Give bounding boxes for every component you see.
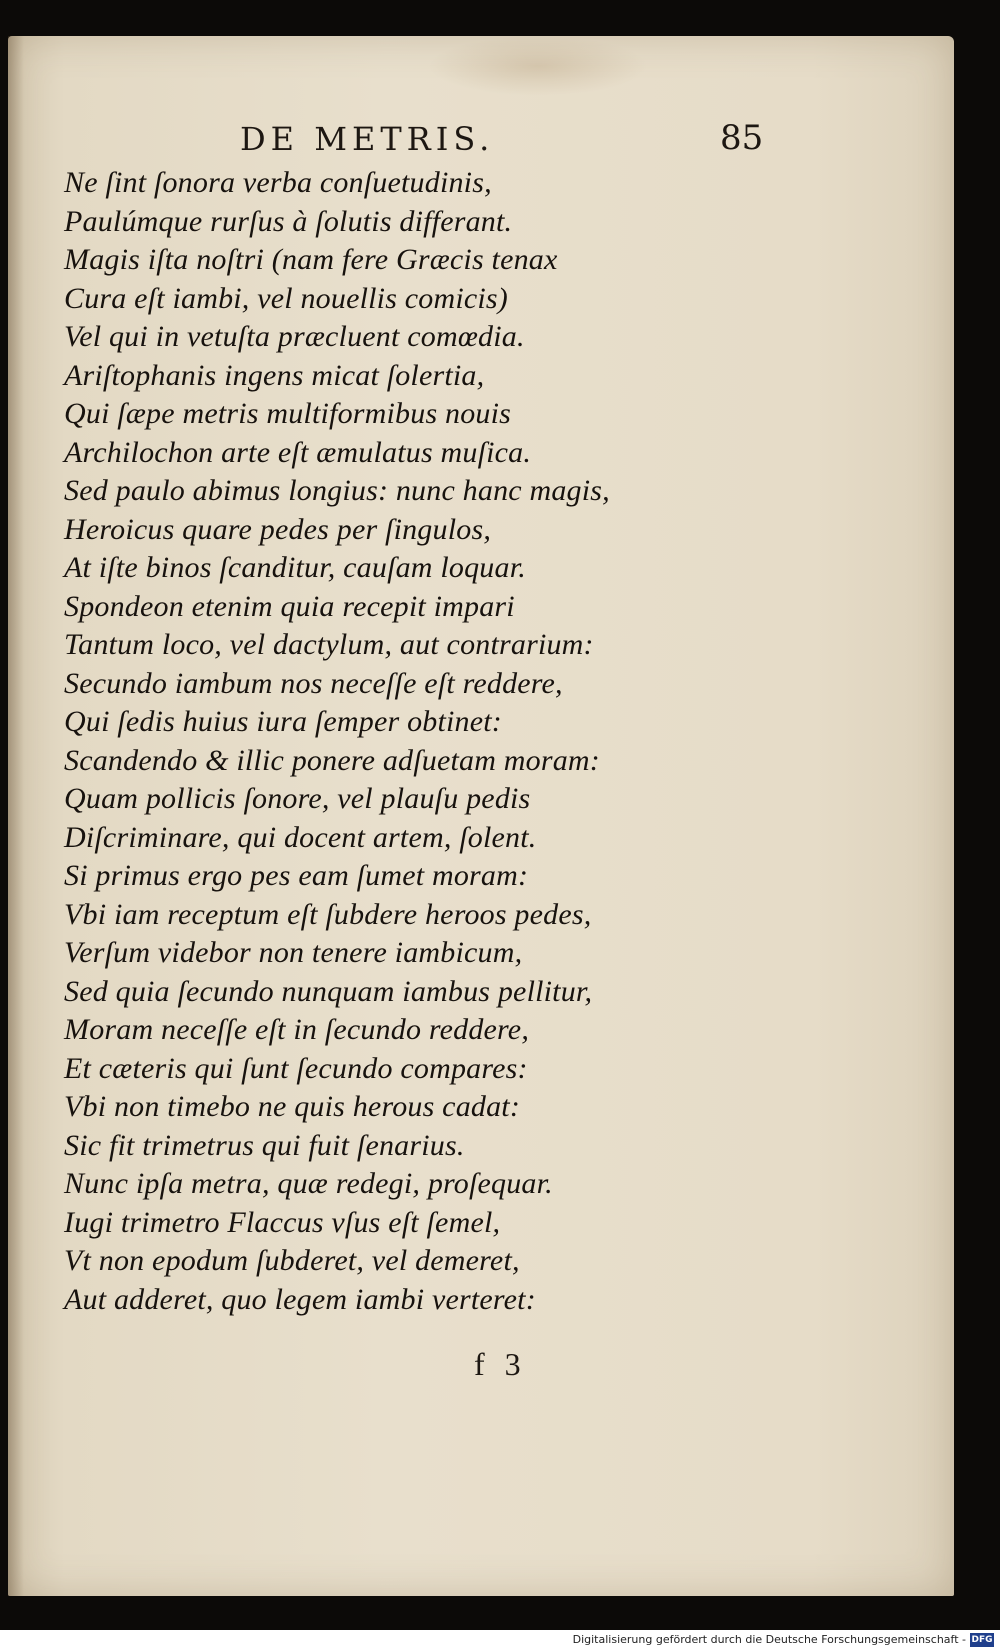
running-head-title: DE METRIS. xyxy=(240,120,495,158)
verse-line: Aut adderet, quo legem iambi verteret: xyxy=(64,1282,536,1316)
verse-line: Sed quia ſecundo nunquam iambus pellitur, xyxy=(64,974,593,1008)
verse-line: Vbi iam receptum eſt ſubdere heroos pedes, xyxy=(64,897,592,931)
verse-line: Sic fit trimetrus qui fuit ſenarius. xyxy=(64,1128,465,1162)
verse-line: Cura eſt iambi, vel nouellis comicis) xyxy=(64,281,508,315)
verse-line: Secundo iambum nos neceſſe eſt reddere, xyxy=(64,666,563,700)
page-stain xyxy=(428,36,648,96)
verse-line: Et cæteris qui ſunt ſecundo compares: xyxy=(64,1051,528,1085)
digitization-footer xyxy=(0,1630,1000,1651)
verse-line: Vt non epodum ſubderet, vel demeret, xyxy=(64,1244,520,1277)
verse-line: Nunc ipſa metra, quæ redegi, proſequar. xyxy=(64,1167,553,1200)
verse-line: Iugi trimetro Flaccus vſus eſt ſemel, xyxy=(64,1205,501,1239)
verse-block xyxy=(64,164,610,1319)
verse-line: At iſte binos ſcanditur, cauſam loquar. xyxy=(64,551,526,584)
page-gutter-shadow xyxy=(8,36,24,1596)
verse-line: Moram neceſſe eſt in ſecundo reddere, xyxy=(64,1013,530,1046)
verse-line: Si primus ergo pes eam ſumet moram: xyxy=(64,859,529,892)
verse-line: Paulúmque rurſus à ſolutis differant. xyxy=(64,204,513,238)
book-page xyxy=(8,36,954,1596)
verse-line: Vbi non timebo ne quis herous cadat: xyxy=(64,1090,521,1123)
dfg-logo-icon: DFG xyxy=(971,1635,993,1645)
verse-line: Vel qui in vetuſta præcluent comœdia. xyxy=(64,320,525,353)
verse-line: Ariſtophanis ingens micat ſolertia, xyxy=(64,358,485,392)
verse-line: Qui ſæpe metris multiformibus nouis xyxy=(64,397,512,430)
verse-line: Sed paulo abimus longius: nunc hanc magis, xyxy=(64,474,610,507)
running-head xyxy=(8,120,954,170)
verse-line: Magis iſta noſtri (nam fere Græcis tenax xyxy=(64,243,558,276)
page-number: 85 xyxy=(720,118,764,158)
verse-line: Scandendo & illic ponere adſuetam moram: xyxy=(64,743,600,777)
verse-line: Verſum videbor non tenere iambicum, xyxy=(64,936,523,969)
verse-line: Diſcriminare, qui docent artem, ſolent. xyxy=(64,820,537,854)
verse-line: Tantum loco, vel dactylum, aut contrarium: xyxy=(64,628,594,661)
verse-line: Qui ſedis huius iura ſemper obtinet: xyxy=(64,705,502,738)
verse-line: Archilochon arte eſt æmulatus muſica. xyxy=(64,435,532,469)
verse-line: Spondeon etenim quia recepit impari xyxy=(64,589,515,623)
verse-line: Quam pollicis ſonore, vel plauſu pedis xyxy=(64,782,531,815)
verse-line: Ne ſint ſonora verba conſuetudinis, xyxy=(64,166,492,199)
signature-mark: f 3 xyxy=(474,1346,527,1382)
funding-credit: Digitalisierung gefördert durch die Deutsche Forschungsgemeinschaft - xyxy=(572,1633,966,1646)
verse-line: Heroicus quare pedes per ſingulos, xyxy=(64,512,492,546)
